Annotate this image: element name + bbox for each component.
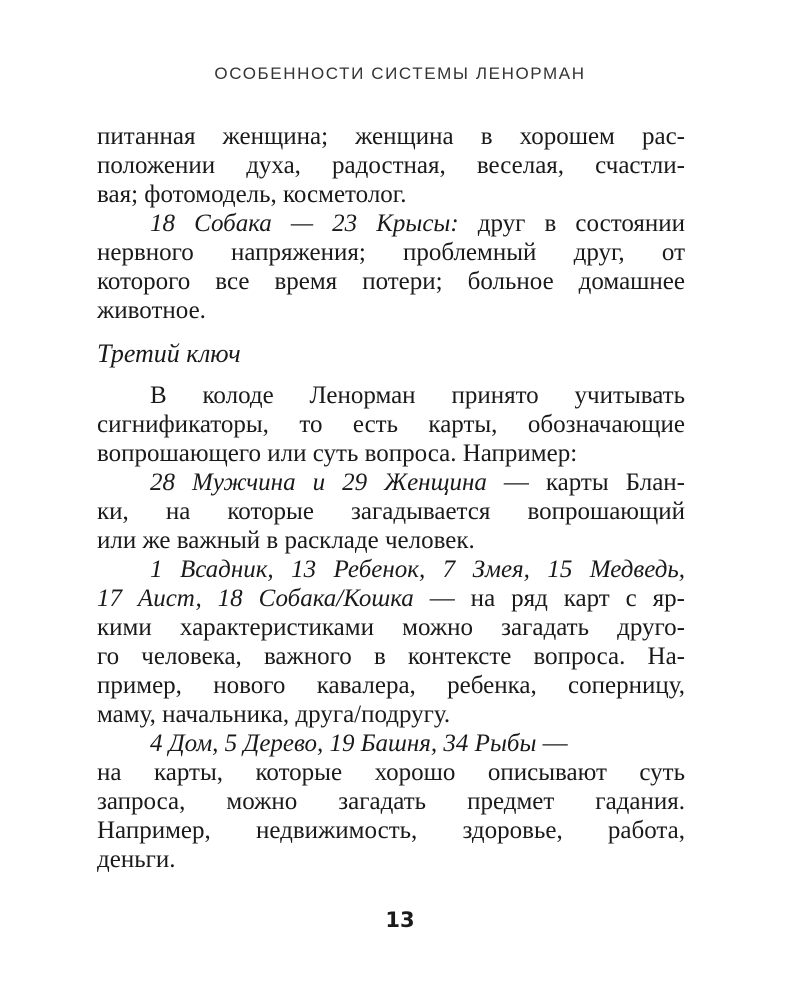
text-line: запроса, можно загадать предмет гадания. <box>97 788 685 815</box>
page-body <box>97 122 685 874</box>
text-line: кими характеристиками можно загадать друго- <box>97 614 685 641</box>
text-line: положении духа, радостная, веселая, счастли- <box>97 152 685 179</box>
paragraph <box>97 729 685 874</box>
paragraph <box>97 209 685 325</box>
text-line: животное. <box>97 297 206 324</box>
text-line <box>97 555 685 584</box>
text-line: го человека, важного в контексте вопроса. На- <box>97 643 685 670</box>
text-line: или же важный в раскладе человек. <box>97 527 475 554</box>
card-reference: 18 Собака — 23 Крысы: <box>150 210 459 237</box>
text-line: на карты, которые хорошо описывают суть <box>97 759 685 786</box>
text-run: друг в состоянии <box>458 210 685 237</box>
text-line: пример, нового кавалера, ребенка, соперницу, <box>97 672 685 699</box>
running-header: ОСОБЕННОСТИ СИСТЕМЫ ЛЕНОРМАН <box>214 64 586 83</box>
text-line: маму, начальника, друга/подругу. <box>97 701 451 728</box>
paragraph <box>97 468 685 555</box>
card-reference: 28 Мужчина и 29 Женщина <box>150 469 487 496</box>
text-line: сигнификаторы, то есть карты, обозначающие <box>97 411 685 438</box>
text-line <box>97 209 685 238</box>
text-line: которого все время потери; больное домашнее <box>97 268 685 295</box>
section-heading: Третий ключ <box>97 339 241 368</box>
text-line <box>97 468 685 497</box>
card-reference: 1 Всадник, 13 Ребенок, 7 Змея, 15 Медведь, <box>150 556 685 583</box>
card-reference: 17 Аист, 18 Собака/Кошка <box>97 585 414 612</box>
text-line: ки, на которые загадывается вопрошающий <box>97 498 685 525</box>
page-number: 13 <box>385 908 415 932</box>
card-reference: 4 Дом, 5 Дерево, 19 Башня, 34 Рыбы <box>150 730 537 757</box>
text-run: — на ряд карт с яр- <box>413 585 686 612</box>
paragraph <box>97 122 685 209</box>
text-line: нервного напряжения; проблемный друг, от <box>97 239 685 266</box>
text-line: вопрошающего или суть вопроса. Например: <box>97 440 578 467</box>
text-line: В колоде Ленорман принято учитывать <box>150 382 685 409</box>
paragraph <box>97 555 685 729</box>
text-line: питанная женщина; женщина в хорошем рас- <box>97 123 685 150</box>
text-run: — <box>536 730 568 757</box>
text-line <box>97 584 685 613</box>
text-line: Например, недвижимость, здоровье, работа, <box>97 817 685 844</box>
text-run: — карты Блан- <box>486 469 685 496</box>
text-line <box>97 729 685 758</box>
paragraph <box>97 381 685 468</box>
text-line: деньги. <box>97 846 176 873</box>
text-line: вая; фотомодель, косметолог. <box>97 181 407 208</box>
